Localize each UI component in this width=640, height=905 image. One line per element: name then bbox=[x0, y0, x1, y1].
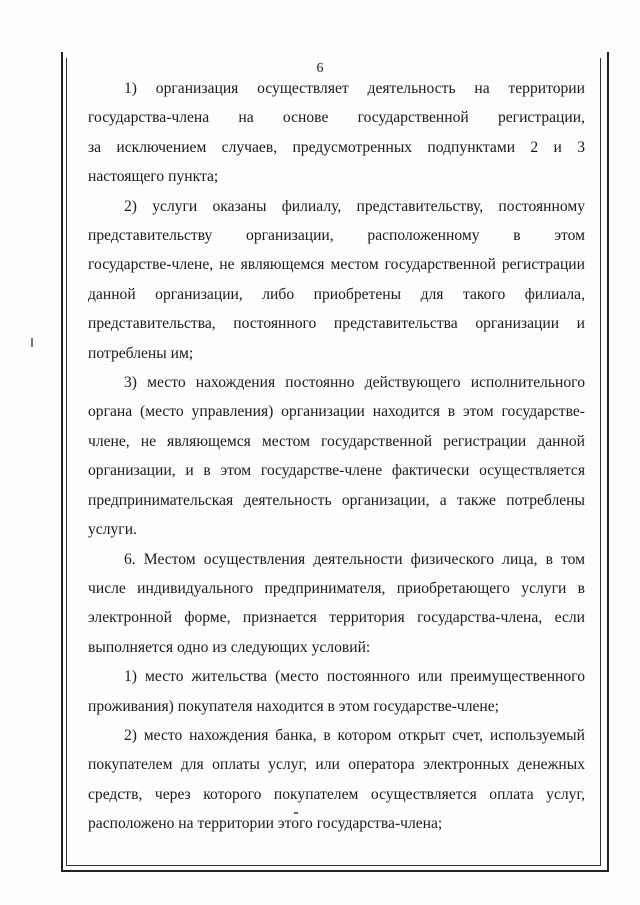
scan-speck bbox=[294, 812, 298, 814]
text-line: числе индивидуального предпринимателя, приобретающего услуги в bbox=[88, 579, 585, 597]
text-line: 2) услуги оказаны филиалу, представительству, постоянному bbox=[124, 197, 585, 215]
text-line: государства-члена на основе государственной регистрации, bbox=[88, 109, 585, 127]
text-line: проживания) покупателя находится в этом государстве-члене; bbox=[88, 697, 500, 715]
paragraph-subitem-1 bbox=[88, 662, 585, 721]
page-number: 6 bbox=[316, 61, 324, 76]
text-line: настоящего пункта; bbox=[88, 168, 219, 186]
paragraph-point-6 bbox=[88, 545, 585, 663]
text-line: электронной форме, признается территория государства-члена, если bbox=[88, 609, 585, 627]
text-line: предпринимательская деятельность организации, а также потреблены bbox=[88, 491, 585, 509]
text-line: 6. Местом осуществления деятельности физического лица, в том bbox=[124, 550, 585, 568]
text-line: 1) место жительства (место постоянного или преимущественного bbox=[124, 668, 585, 686]
text-line: 2) место нахождения банка, в котором открыт счет, используемый bbox=[124, 726, 585, 744]
text-line: выполняется одно из следующих условий: bbox=[88, 638, 371, 656]
paragraph-subitem-2 bbox=[88, 721, 585, 839]
text-line: члене, не являющемся местом государственной регистрации данной bbox=[88, 432, 585, 450]
text-line: средств, через которого покупателем осуществляется оплата услуг, bbox=[88, 785, 585, 803]
text-line: органа (место управления) организации находится в этом государстве- bbox=[88, 403, 585, 421]
paragraph-item-2 bbox=[88, 192, 585, 368]
text-line: за исключением случаев, предусмотренных подпунктами 2 и 3 bbox=[88, 138, 585, 156]
text-line: представительства, постоянного представительства организации и bbox=[88, 315, 585, 333]
text-line: государстве-члене, не являющемся местом государственной регистрации bbox=[88, 256, 585, 274]
text-line: организации, и в этом государстве-члене фактически осуществляется bbox=[88, 462, 585, 480]
paragraph-item-3 bbox=[88, 368, 585, 544]
text-line: расположено на территории этого государства-члена; bbox=[88, 815, 443, 833]
paragraph-item-1 bbox=[88, 74, 585, 192]
text-line: 1) организация осуществляет деятельность на территории bbox=[124, 80, 585, 97]
text-line: услуги. bbox=[88, 521, 137, 539]
text-line: данной организации, либо приобретены для такого филиала, bbox=[88, 285, 585, 303]
text-line: представительству организации, расположенному в этом bbox=[88, 227, 585, 245]
margin-mark bbox=[31, 338, 33, 347]
text-line: 3) место нахождения постоянно действующего исполнительного bbox=[124, 374, 585, 392]
text-line: покупателем для оплаты услуг, или оператора электронных денежных bbox=[88, 756, 585, 774]
text-line: потреблены им; bbox=[88, 344, 194, 362]
document-body bbox=[88, 74, 585, 839]
